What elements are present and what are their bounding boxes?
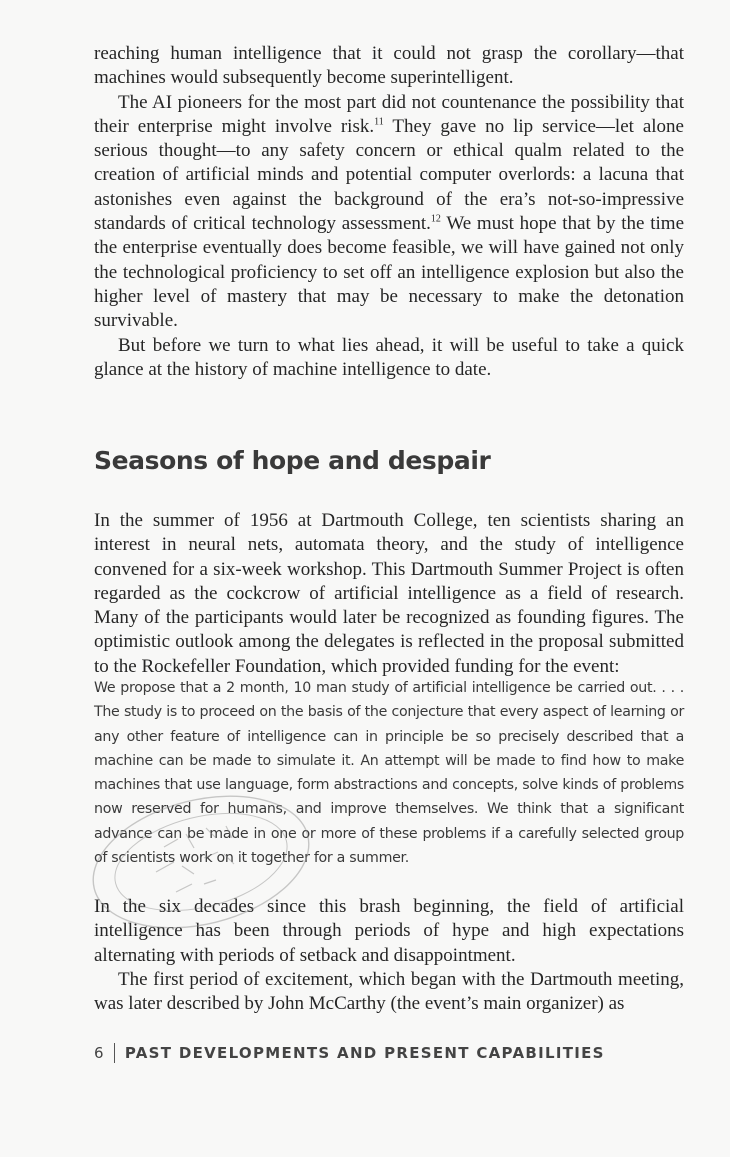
section-heading: Seasons of hope and despair bbox=[94, 446, 491, 475]
paragraph-dartmouth: In the summer of 1956 at Dartmouth College, ten scientists sharing an interest in neural nets, automata theory, and the study of intelligence convened for a six-week workshop. This Dartmouth Summer Project is often regarded as the cockcrow of artificial intelligence as a field of research. Many of the participants would later be recognized as founding figures. The optimistic outlook among the delegates is reflected in the proposal submitted to the Rockefeller Foundation, which provided funding for the event: bbox=[94, 510, 684, 677]
body-text-intro bbox=[94, 509, 684, 679]
paragraph-text: We must hope that by the time the enterprise eventually does become feasible, we will have gained not only the technological proficiency to set off an intelligence explosion but also the higher level of mastery that may be necessary to make the detonation survivable. bbox=[94, 213, 685, 332]
footnote-ref-11[interactable]: 11 bbox=[374, 116, 384, 128]
footer-divider bbox=[114, 1043, 115, 1063]
paragraph-six-decades: In the six decades since this brash beginning, the field of artificial intelligence has been through periods of hype and high expectations alternating with periods of setback and disappointment. bbox=[94, 896, 684, 966]
page-number: 6 bbox=[94, 1044, 104, 1062]
running-title: PAST DEVELOPMENTS AND PRESENT CAPABILITIES bbox=[124, 1044, 605, 1062]
paragraph-continuation: reaching human intelligence that it could not grasp the corollary—that machines would subsequently become superintelligent. bbox=[94, 43, 684, 89]
paragraph-ai-pioneers bbox=[94, 91, 684, 334]
footnote-ref-12[interactable]: 12 bbox=[430, 213, 441, 225]
body-text-top bbox=[94, 42, 684, 382]
paragraph-text: The AI pioneers for the most part did not countenance the possibility that their enterprise might involve risk. bbox=[94, 91, 684, 137]
body-text-bottom bbox=[94, 895, 684, 1016]
block-quote bbox=[94, 676, 684, 870]
paragraph-text: They gave no lip service—let alone serious thought—to any safety concern or ethical qualm related to the creation of artificial minds and potential computer overlords: a lacuna that astonishes even against the background of the era’s not-so-impressive standards of critical technology assessment. bbox=[94, 115, 684, 235]
paragraph-first-period: The first period of excitement, which began with the Dartmouth meeting, was later described by John McCarthy (the event’s main organizer) as bbox=[94, 968, 684, 1015]
paragraph-before-we-turn: But before we turn to what lies ahead, it will be useful to take a quick glance at the history of machine intelligence to date. bbox=[94, 334, 684, 380]
block-quote-text: We propose that a 2 month, 10 man study of artificial intelligence be carried out. . . . The study is to proceed on the basis of the conjecture that every aspect of learning or any other feature of intelligence can in principle be so precisely described that a machine can be made to simulate it. An attempt will be made to find how to make machines that use language, form abstractions and concepts, solve kinds of problems now reserved for humans, and improve themselves. We think that a significant advance can be made in one or more of these problems if a carefully selected group of scientists work on it together for a summer. bbox=[94, 680, 684, 867]
page-footer bbox=[94, 1043, 605, 1063]
